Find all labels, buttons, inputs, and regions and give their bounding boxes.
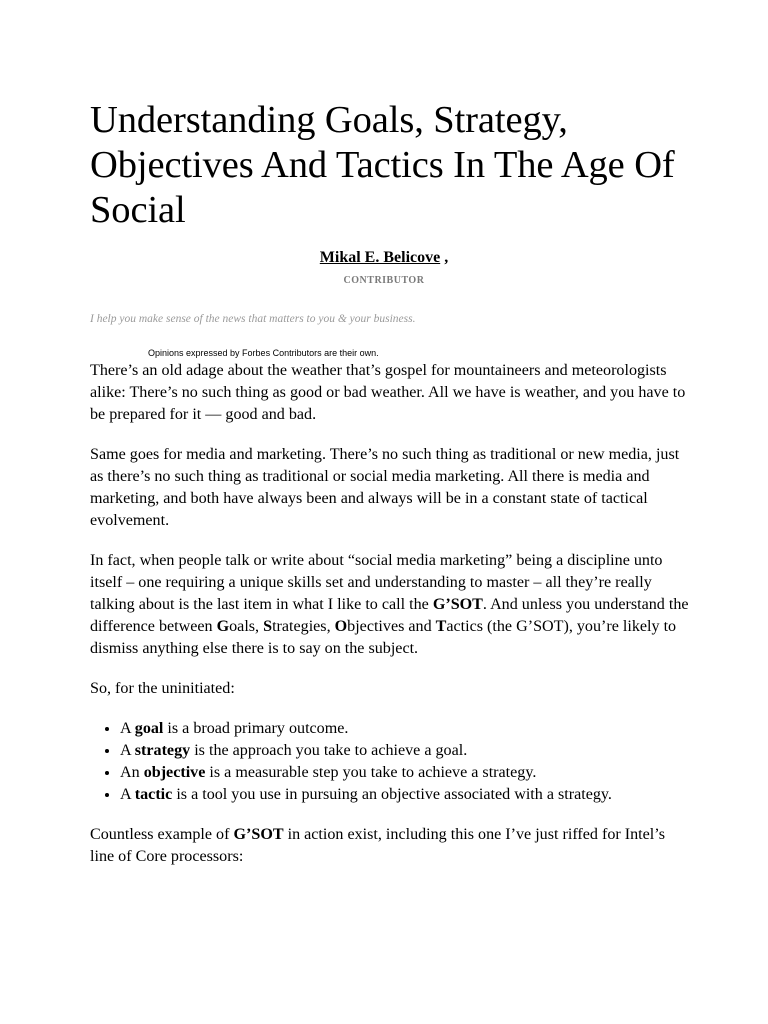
text-span: is the approach you take to achieve a goal. [190,742,468,759]
list-item-goal [120,718,690,740]
paragraph-example [90,824,690,868]
article-body [90,360,690,868]
term-objective: objective [143,764,206,781]
paragraph-weather: There’s an old adage about the weather that’s gospel for mountaineers and meteorologists alike: There’s no such thing as good or bad weather. All we have is weather, and you have to be prepared for it — good and bad. [90,362,686,423]
contributor-disclaimer: Opinions expressed by Forbes Contributors are their own. [148,348,379,358]
text-span: A [120,742,135,759]
text-span: is a tool you use in pursuing an objective associated with a strategy. [172,786,612,803]
text-span: An [120,764,144,781]
text-span: actics (the G’SOT), you’re likely to dismiss anything else there is to say on the subject. [90,618,677,657]
letter-o: O [334,618,348,635]
byline [0,247,768,269]
text-span: in action exist, including this one I’ve just riffed for Intel’s line of Core processors: [90,826,665,865]
list-item-strategy [120,740,690,762]
text-span: Countless example of [90,826,234,843]
author-tagline: I help you make sense of the news that matters to you & your business. [90,313,416,325]
text-span: is a measurable step you take to achieve a strategy. [205,764,537,781]
definitions-list [90,718,690,806]
paragraph-gsot [90,550,690,660]
term-tactic: tactic [134,786,173,803]
text-span: oals, [229,618,264,635]
text-span: A [120,720,135,737]
paragraph-media: Same goes for media and marketing. There’s no such thing as traditional or new media, just as there’s no such thing as traditional or social media marketing. All there is media and marketing, and both have always been and always will be in a constant state of tactical evolvement. [90,446,680,529]
author-role: CONTRIBUTOR [343,275,425,286]
term-strategy: strategy [134,742,191,759]
text-span: bjectives and [347,618,436,635]
list-item-objective [120,762,690,784]
letter-g: G [216,618,230,635]
term-goal: goal [134,720,164,737]
text-span: A [120,786,135,803]
gsot-term: G’SOT [432,596,483,613]
author-separator: , [440,249,449,266]
author-link[interactable]: Mikal E. Belicove [319,249,441,266]
gsot-term: G’SOT [233,826,284,843]
paragraph-uninitiated: So, for the uninitiated: [90,680,235,697]
letter-s: S [263,618,273,635]
text-span: In fact, when people talk or write about “social media marketing” being a discipline unto itself – one requiring a unique skills set and understanding to master – all they’re really talking about is the last item in what I like to call the [90,552,663,613]
text-span: trategies, [272,618,335,635]
letter-t: T [435,618,447,635]
text-span: is a broad primary outcome. [163,720,349,737]
text-span: . And unless you understand the difference between [90,596,689,635]
article-title: Understanding Goals, Strategy, Objectives And Tactics In The Age Of Social [90,99,675,231]
list-item-tactic [120,784,690,806]
